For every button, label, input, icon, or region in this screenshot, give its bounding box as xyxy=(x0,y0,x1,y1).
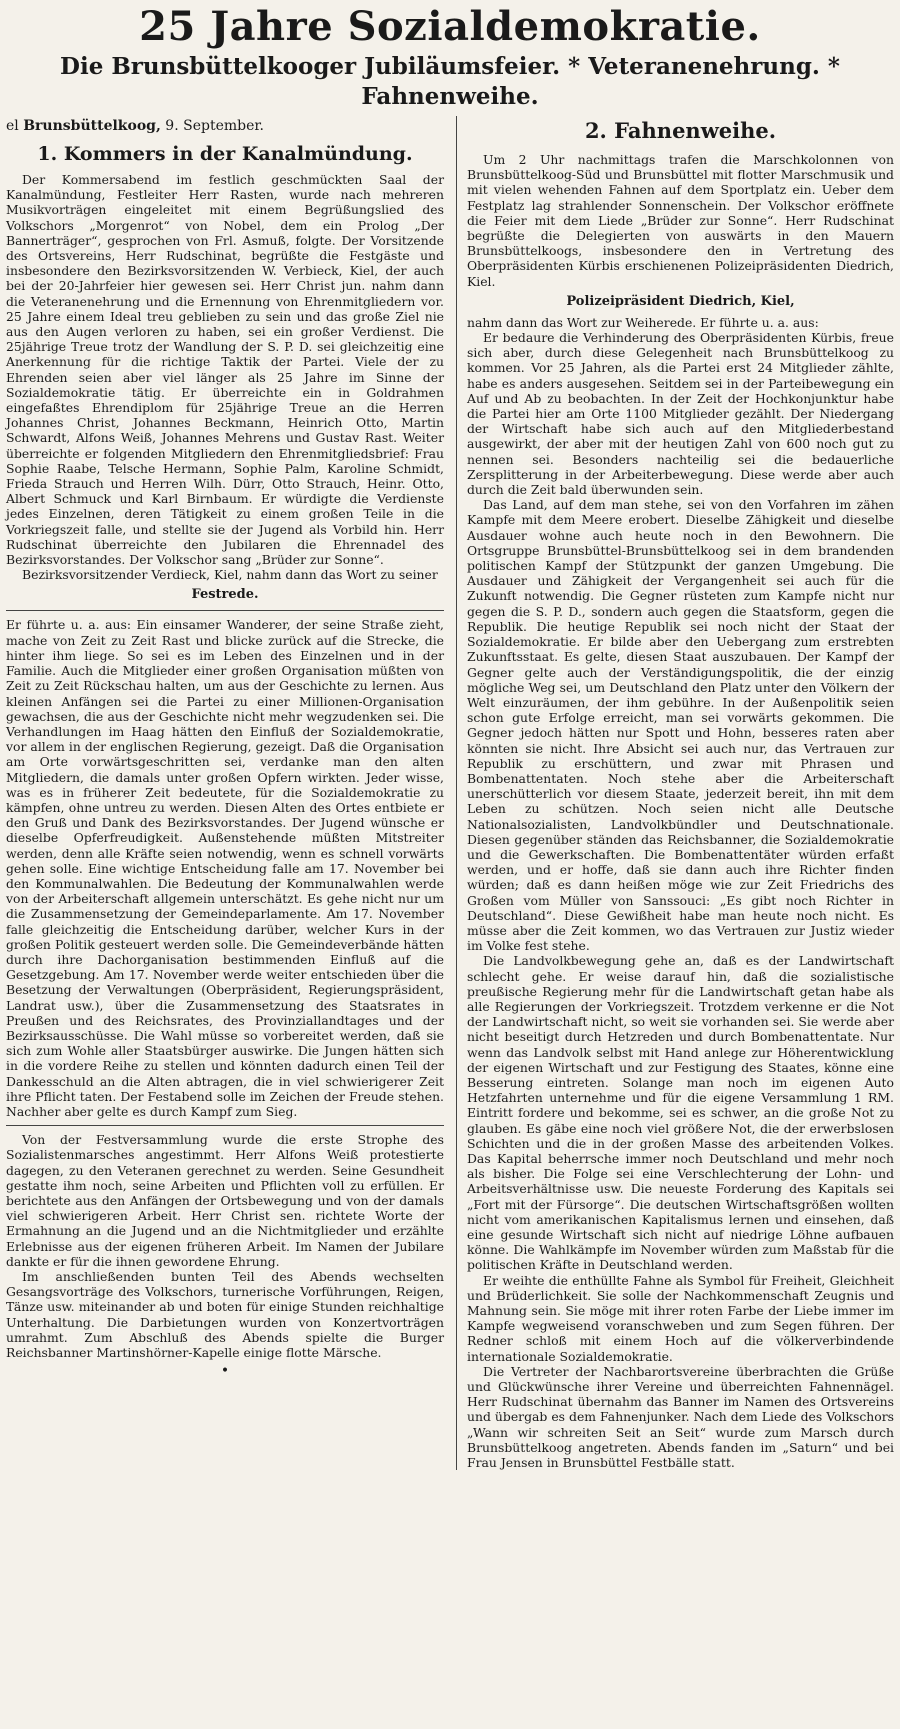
dateline-date: 9. September. xyxy=(165,118,264,134)
festrede-subtitle: Festrede. xyxy=(191,587,259,603)
section1-paragraph-2: Bezirksvorsitzender Verdieck, Kiel, nahm dann das Wort zu seiner xyxy=(22,567,438,583)
dateline-place: Brunsbüttelkoog, xyxy=(23,118,161,134)
section2-paragraph-1: Um 2 Uhr nachmittags trafen die Marschkolonnen von Brunsbüttelkoog-Süd und Brunsbüttel mit flotter Marschmusik und mit vielen wehenden Fahnen auf dem Sportplatz ein. Ueber dem Festplatz lag strahlender Sonnenschein. Der Volkschor eröffnete die Feier mit dem Liede „Brüder zur Sonne“. Herr Rudschinat begrüßte die Delegierten von auswärts in den Mauern Brunsbüttelkoogs, insbesondere den in Vertretung des Oberpräsidenten Kürbis erschienenen Polizeipräsidenten Diedrich, Kiel. xyxy=(467,152,894,289)
section2-paragraph-3: Er bedaure die Verhinderung des Oberpräsidenten Kürbis, freue sich aber, durch diese Gelegenheit nach Brunsbüttelkoog zu kommen. Vor 25 Jahren, als die Partei erst 24 Mitglieder zählte, habe es anders ausgesehen. Seitdem sei in der Parteibewegung ein Auf und Ab zu beobachten. In der Zeit der Hochkonjunktur habe die Partei hier am Orte 1100 Mitglieder gezählt. Der Niedergang der Wirtschaft habe sich auch auf den Mitgliederbestand ausgewirkt, der aber mit der heutigen Zahl von 600 noch gut zu nennen sei. Besonders nachteilig sei die bedauerliche Zersplitterung in der Arbeiterbewegung. Diese werde aber auch durch die Zeit bald überwunden sein. xyxy=(467,330,894,498)
right-column xyxy=(456,116,894,1470)
subheadline: Die Brunsbüttelkooger Jubiläumsfeier. * Veteranenehrung. * Fahnenweihe. xyxy=(60,53,840,110)
section2-paragraph-5: Die Landvolkbewegung gehe an, daß es der Landwirtschaft schlecht gehe. Er weise darauf hin, daß die sozialistische preußische Regierung mehr für die Landwirtschaft getan habe als alle Regierungen der Vorkriegszeit. Trotzdem verkenne er die Not der Landwirtschaft nicht, so weit sie vorhanden sei. Sie werde aber nicht beseitigt durch Hetzreden und durch Bombenattentate. Nur wenn das Landvolk selbst mit Hand anlege zur Höherentwicklung der eigenen Wirtschaft und zur Festigung des Staates, könne eine Besserung eintreten. Solange man noch im eigenen Auto Hetzfahrten unternehme und für die eigene Versammlung 1 RM. Eintritt fordere und bekomme, sei es schwer, an die große Not zu glauben. Es gäbe eine noch viel größere Not, die der erwerbslosen Schichten und die in der großen Masse des arbeitenden Volkes. Das Kapital beherrsche immer noch Deutschland und mehr noch als bisher. Die Folge sei eine Verschlechterung der Lohn- und Arbeitsverhältnisse usw. Die neueste Forderung des Kapitals sei „Fort mit der Fürsorge“. Die deutschen Wirtschaftsgrößen wollten nicht vom amerikanischen Kapitalismus lernen und einsehen, daß eine gesunde Wirtschaft sich nicht auf niedrige Löhne aufbauen könne. Die Wahlkämpfe im November würden zum Maßstab für die politischen Kräfte in Deutschland werden. xyxy=(467,953,894,1273)
section2-paragraph-2: nahm dann das Wort zur Weiherede. Er führte u. a. aus: xyxy=(467,314,819,330)
section1-title: 1. Kommers in der Kanalmündung. xyxy=(37,143,413,165)
headline: 25 Jahre Sozialdemokratie. xyxy=(139,3,761,50)
left-column xyxy=(6,116,444,1470)
section2-title: 2. Fahnenweihe. xyxy=(584,118,777,143)
section1-paragraph-3: Er führte u. a. aus: Ein einsamer Wanderer, der seine Straße zieht, mache von Zeit zu Zeit Rast und blicke zurück auf die Strecke, die hinter ihm liege. So sei es im Leben des Einzelnen und in der Familie. Auch die Mitglieder einer großen Organisation müßten von Zeit zu Zeit Rückschau halten, um aus der Geschichte zu lernen. Aus kleinen Anfängen sei die Partei zu einer Millionen-Organisation gewachsen, die aus der Geschichte nicht mehr wegzudenken sei. Die Verhandlungen im Haag hätten den Einfluß der Sozialdemokratie, vor allem in der englischen Regierung, gezeigt. Daß die Organisation am Orte vorwärtsgeschritten sei, verdanke man den alten Mitgliedern, die damals unter großen Opfern wirkten. Jeder wisse, was es in früherer Zeit bedeutete, für die Sozialdemokratie zu kämpfen, ohne untreu zu werden. Diesen Alten des Ortes entbiete er den Gruß und Dank des Bezirksvorstandes. Der Jugend wünsche er dieselbe Opferfreudigkeit. Außenstehende müßten Mitstreiter werden, denn alle Kräfte seien notwendig, wenn es schnell vorwärts gehen solle. Eine wichtige Entscheidung falle am 17. November bei den Kommunalwahlen. Die Bedeutung der Kommunalwahlen werde von der Arbeiterschaft allgemein unterschätzt. Es gehe nicht nur um die Zusammensetzung der Gemeindeparlamente. Am 17. November falle gleichzeitig die Entscheidung darüber, welcher Kurs in der großen Politik gesteuert werden solle. Die Gemeindeverbände hätten durch ihre Dachorganisation bestimmenden Einfluß auf die Gesetzgebung. Am 17. November werde weiter entschieden über die Besetzung der Verwaltungen (Oberpräsident, Regierungspräsident, Landrat usw.), über die Zusammensetzung des Staatsrates in Preußen und des Reichsrates, des Provinziallandtages und der Bezirksausschüsse. Die Wahl müsse so vorbereitet werden, daß sie sich zum Wohle aller Staatsbürger auswirke. Die Jungen hätten sich in die vordere Reihe zu stellen und könnten dadurch einen Teil der Dankesschuld an die Alten abtragen, die in viel schwierigerer Zeit ihre Pflicht taten. Der Festabend solle im Zeichen der Freude stehen. Nachher aber gelte es durch Kampf zum Sieg. xyxy=(6,617,444,1119)
end-mark: • xyxy=(220,1363,230,1380)
section1-paragraph-5: Im anschließenden bunten Teil des Abends wechselten Gesangsvorträge des Volkschors, turnerische Vorführungen, Reigen, Tänze usw. miteinander ab und boten für einige Stunden reichhaltige Unterhaltung. Die Darbietungen wurden von Konzertvorträgen umrahmt. Zum Abschluß des Abends spielte die Burger Reichsbanner Martinshörner-Kapelle einige flotte Märsche. xyxy=(6,1269,444,1361)
dateline xyxy=(6,116,444,136)
diedrich-subtitle: Polizeipräsident Diedrich, Kiel, xyxy=(566,293,795,309)
section2-paragraph-6: Er weihte die enthüllte Fahne als Symbol für Freiheit, Gleichheit und Brüderlichkeit. Sie solle der Nachkommenschaft Zeugnis und Mahnung sein. Sie möge mit ihrer roten Farbe der Liebe immer im Kampfe wegweisend voranschweben und zum Segen führen. Der Redner schloß mit einem Hoch auf die völkerverbindende internationale Sozialdemokratie. xyxy=(467,1272,894,1364)
section2-paragraph-7: Die Vertreter der Nachbarortsvereine überbrachten die Grüße und Glückwünsche ihrer Vereine und überreichten Fahnennägel. Herr Rudschinat übernahm das Banner im Namen des Ortsvereins und übergab es dem Fahnenjunker. Nach dem Liede des Volkschors „Wann wir schreiten Seit an Seit“ wurde zum Marsch durch Brunsbüttelkoog angetreten. Abends fanden im „Saturn“ und bei Frau Jensen in Brunsbüttel Festbälle statt. xyxy=(467,1363,894,1471)
dateline-prefix: el xyxy=(6,118,19,134)
section1-paragraph-1: Der Kommersabend im festlich geschmückten Saal der Kanalmündung, Festleiter Herr Rasten, wurde nach mehreren Musikvorträgen eingeleitet mit einem Begrüßungslied des Volkschors „Morgenrot“ von Nobel, dem ein Prolog „Der Bannerträger“, gesprochen von Frl. Asmuß, folgte. Der Vorsitzende des Ortsvereins, Herr Rudschinat, begrüßte die Festgäste und insbesondere den Bezirksvorsitzenden W. Verbieck, Kiel, der auch bei der 20-Jahrfeier hier gewesen sei. Herr Christ jun. nahm dann die Veteranenehrung und die Ernennung von Ehrenmitgliedern vor. 25 Jahre einem Ideal treu geblieben zu sein und das große Ziel nie aus den Augen verloren zu haben, sei ein großer Verdienst. Die 25jährige Treue trotz der Wandlung der S. P. D. sei gleichzeitig eine Anerkennung für die richtige Taktik der Partei. Viele der zu Ehrenden seien aber viel länger als 25 Jahre im Sinne der Sozialdemokratie tätig. Er überreichte ein in Goldrahmen eingefaßtes Ehrendiplom für 25jährige Treue an die Herren Johannes Christ, Johannes Beckmann, Heinrich Otto, Martin Schwardt, Alfons Weiß, Johannes Mehrens und Gustav Rast. Weiter überreichte er folgenden Mitgliedern den Ehrenmitgliedsbrief: Frau Sophie Raabe, Telsche Hermann, Sophie Palm, Karoline Schmidt, Frieda Strauch und Herren Wilh. Dürr, Otto Strauch, Heinr. Otto, Albert Schmuck und Karl Birnbaum. Er würdigte die Verdienste jedes Einzelnen, deren Tätigkeit zu einem großen Teile in die Vorkriegszeit falle, und stellte sie der Jugend als Vorbild hin. Herr Rudschinat überreichte den Jubilaren die Ehrennadel des Bezirksvorstandes. Der Volkschor sang „Brüder zur Sonne“. xyxy=(6,172,444,568)
section1-paragraph-4: Von der Festversammlung wurde die erste Strophe des Sozialistenmarsches angestimmt. Herr Alfons Weiß protestierte dagegen, zu den Veteranen gerechnet zu werden. Seine Gesundheit gestatte ihm noch, seine Arbeiten und Pflichten voll zu erfüllen. Er berichtete aus den Anfängen der Ortsbewegung und von der damals viel schwierigeren Arbeit. Herr Christ sen. richtete Worte der Ermahnung an die Jugend und an die Nichtmitglieder und erzählte Erlebnisse aus der eigenen früheren Arbeit. Im Namen der Jubilare dankte er für die ihnen gewordene Ehrung. xyxy=(6,1132,444,1269)
article-columns xyxy=(6,116,894,1470)
divider xyxy=(6,610,444,611)
divider xyxy=(6,1125,444,1126)
section2-paragraph-4: Das Land, auf dem man stehe, sei von den Vorfahren im zähen Kampfe mit dem Meere erobert. Dieselbe Zähigkeit und dieselbe Ausdauer wohne auch heute noch in den Bewohnern. Die Ortsgruppe Brunsbüttel-Brunsbüttelkoog sei in dem brandenden politischen Kampf der Stützpunkt der ganzen Umgebung. Die Ausdauer und Zähigkeit der Vergangenheit sei auch für die Zukunft notwendig. Die Gegner rüsteten zum Kampfe nicht nur gegen die S. P. D., sondern auch gegen die Staatsform, gegen die Republik. Die heutige Republik sei noch nicht der Staat der Sozialdemokratie. Er bilde aber den Uebergang zum erstrebten Zukunftsstaat. Es gelte, diesen Staat auszubauen. Der Kampf der Gegner gelte auch der Verständigungspolitik, die der einzig mögliche Weg sei, um Deutschland den Platz unter den Völkern der Welt einzuräumen, der ihm gebühre. In der Außenpolitik seien schon gute Erfolge erreicht, man sei vorwärts gekommen. Die Gegner jedoch hätten nur Spott und Hohn, besseres raten aber könnten sie nicht. Ihre Absicht sei auch nur, das Vertrauen zur Republik zu erschüttern, und zwar mit Phrasen und Bombenattentaten. Noch stehe aber die Arbeiterschaft unerschütterlich vor diesem Staate, jederzeit bereit, ihn mit dem Leben zu schützen. Noch seien nicht alle Deutsche Nationalsozialisten, Landvolkbündler und Deutschnationale. Diesen gegenüber ständen das Reichsbanner, die Sozialdemokratie und die Gewerkschaften. Die Bombenattentäter würden erfaßt werden, und er hoffe, daß sie dann auch ihre Richter finden würden; daß es dann heißen möge wie zur Zeit Friedrichs des Großen vom Müller von Sanssouci: „Es gibt noch Richter in Deutschland“. Diese Gewißheit habe man heute noch nicht. Es müsse aber die Zeit kommen, wo das Vertrauen zur Justiz wieder im Volke fest stehe. xyxy=(467,497,894,954)
